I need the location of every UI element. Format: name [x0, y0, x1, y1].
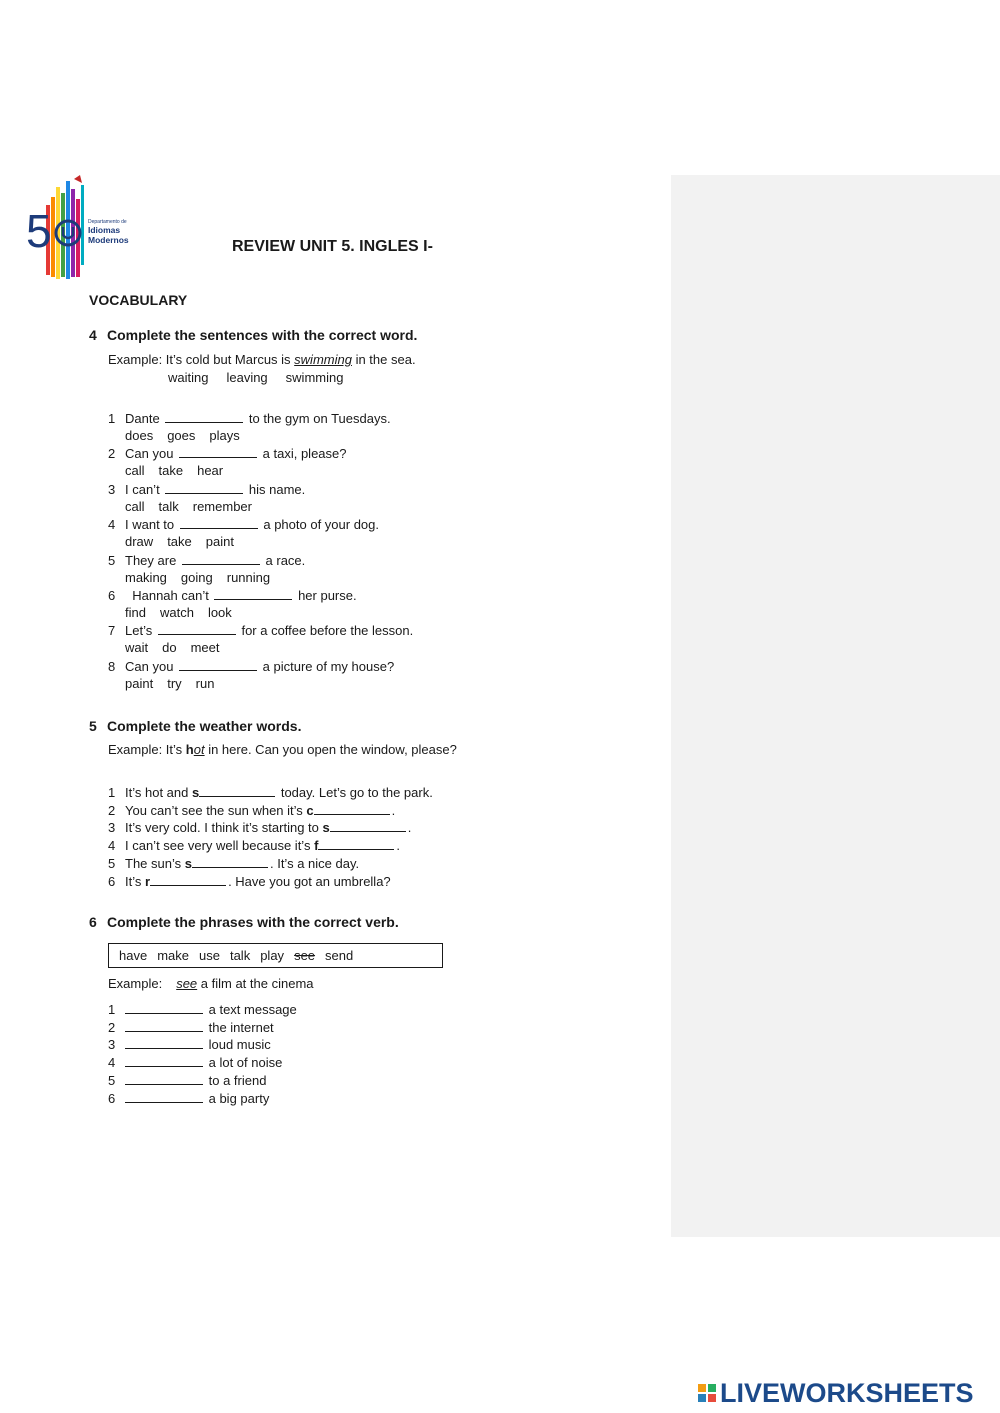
section-6-item — [108, 1001, 297, 1017]
option-word: draw — [125, 534, 154, 550]
word-box-word: send — [325, 948, 354, 963]
item-text-after: the internet — [205, 1019, 274, 1035]
item-text-after: to the gym on Tuesdays. — [245, 411, 391, 426]
section-6-item — [108, 1054, 282, 1070]
item-text-before: It’s hot and — [125, 785, 192, 800]
option-word: wait — [125, 640, 149, 656]
item-number: 5 — [108, 1072, 116, 1088]
section-4-item — [108, 658, 394, 674]
item-number: 6 — [108, 1090, 116, 1106]
item-number: 6 — [108, 588, 116, 603]
item-number: 3 — [108, 481, 116, 497]
item-text-after: a photo of your dog. — [259, 517, 380, 533]
answer-blank[interactable] — [330, 819, 406, 832]
item-text-after: . Have you got an umbrella? — [228, 873, 391, 889]
option-word: run — [195, 675, 215, 691]
option-word: running — [226, 569, 271, 585]
item-text-after: his name. — [245, 481, 306, 497]
answer-blank[interactable] — [125, 1036, 203, 1049]
page-title: REVIEW UNIT 5. INGLES I- — [232, 238, 433, 255]
section-6-title: 6 Complete the phrases with the correct verb. — [89, 914, 399, 930]
section-4-example: Example: It’s cold but Marcus is swimming in the sea. — [108, 352, 416, 367]
section-4-item — [108, 445, 347, 461]
answer-blank[interactable] — [125, 1054, 203, 1067]
answer-blank[interactable] — [314, 802, 390, 815]
option-word: paint — [125, 675, 154, 691]
section-4-item — [108, 481, 305, 497]
option-word: take — [158, 463, 184, 479]
section-5-item — [108, 873, 391, 889]
section-5-title: 5 Complete the weather words. — [89, 718, 302, 734]
section-5-item — [108, 784, 433, 800]
item-text-before: Can you — [125, 658, 178, 674]
section-4-item-options — [125, 570, 284, 585]
word-box-word: see — [294, 948, 316, 963]
liveworksheets-icon — [698, 1384, 716, 1402]
item-text-after: her purse. — [294, 588, 357, 603]
section-4-item-options — [125, 605, 246, 620]
section-5-example: Example: It’s hot in here. Can you open the window, please? — [108, 742, 457, 757]
side-panel — [671, 175, 1000, 1237]
section-6-item — [108, 1036, 271, 1052]
vocabulary-heading: VOCABULARY — [89, 292, 188, 308]
item-number: 4 — [108, 1055, 116, 1071]
answer-blank[interactable] — [179, 658, 257, 671]
item-text-before: It’s very cold. I think it’s starting to — [125, 820, 323, 836]
liveworksheets-logo — [698, 1378, 974, 1408]
item-text-after: . — [407, 820, 412, 836]
item-text-before: Dante — [125, 411, 164, 426]
option-word: take — [167, 534, 192, 550]
answer-blank[interactable] — [125, 1072, 203, 1085]
item-text-after: for a coffee before the lesson. — [237, 623, 414, 639]
option-word: talk — [158, 498, 179, 514]
option-word: paint — [205, 534, 234, 550]
item-number: 1 — [108, 1002, 116, 1017]
section-4-item — [108, 622, 413, 638]
word-box-word: talk — [229, 948, 251, 963]
answer-blank[interactable] — [165, 481, 243, 494]
item-text-after: a race. — [261, 552, 306, 568]
item-text-before: You can’t see the sun when it’s — [125, 802, 307, 818]
first-letter: f — [314, 838, 319, 854]
section-4-item — [108, 552, 305, 568]
section-4-example-options: waiting leaving swimming — [168, 370, 344, 385]
section-4-item-options — [125, 428, 254, 443]
option-word: call — [125, 498, 145, 514]
word-box — [108, 943, 443, 968]
answer-blank[interactable] — [214, 587, 292, 600]
item-text-after: . — [396, 838, 401, 854]
option-word: call — [125, 463, 145, 479]
item-text-before: Can you — [125, 446, 178, 462]
answer-blank[interactable] — [158, 622, 236, 635]
word-box-word: make — [157, 948, 189, 963]
item-number: 2 — [108, 446, 116, 462]
logo-text: Departamento de Idiomas Modernos — [88, 219, 129, 245]
item-text-before: Let’s — [125, 623, 156, 639]
section-6-item — [108, 1019, 274, 1035]
item-text-after: a text message — [205, 1002, 297, 1017]
section-5-item — [108, 855, 359, 871]
item-number: 3 — [108, 820, 116, 836]
item-number: 6 — [108, 873, 116, 889]
first-letter: s — [322, 820, 330, 836]
item-text-after: loud music — [205, 1037, 271, 1053]
section-6-example: Example: see a film at the cinema — [108, 976, 314, 991]
answer-blank[interactable] — [125, 1001, 203, 1014]
first-letter: s — [191, 785, 200, 800]
item-text-after: to a friend — [205, 1072, 267, 1088]
section-4-item — [108, 516, 379, 532]
section-5-item — [108, 819, 411, 835]
section-4-item — [108, 587, 357, 603]
item-text-before: I want to — [125, 517, 178, 533]
item-text-before: The sun’s — [125, 855, 185, 871]
word-box-word: play — [260, 948, 285, 963]
item-text-before: They are — [125, 552, 180, 568]
answer-blank[interactable] — [125, 1019, 203, 1032]
word-box-word: have — [119, 948, 148, 963]
option-word: do — [162, 640, 177, 656]
liveworksheets-wordmark: LIVEWORKSHEETS — [720, 1377, 974, 1408]
item-text-after: . — [391, 802, 396, 818]
section-4-item-options — [125, 499, 266, 514]
section-5-item — [108, 837, 400, 853]
option-word: remember — [192, 498, 252, 514]
section-4-item-options — [125, 640, 234, 655]
first-letter: r — [145, 873, 151, 889]
item-text-after: a picture of my house? — [259, 658, 395, 674]
word-box-words — [119, 948, 363, 963]
option-word: meet — [190, 640, 220, 656]
item-number: 2 — [108, 1019, 116, 1035]
item-text-after: . It’s a nice day. — [269, 855, 360, 871]
item-number: 4 — [108, 517, 116, 533]
item-number: 8 — [108, 658, 116, 674]
option-word: goes — [167, 428, 196, 443]
item-text-after: today. Let’s go to the park. — [277, 785, 433, 800]
answer-blank[interactable] — [182, 552, 260, 565]
section-4-title: 4 Complete the sentences with the correct word. — [89, 327, 418, 343]
option-word: hear — [197, 463, 224, 479]
option-word: look — [207, 605, 232, 620]
item-text-after: a big party — [205, 1090, 270, 1106]
option-word: does — [125, 428, 154, 443]
item-number: 2 — [108, 802, 116, 818]
answer-blank[interactable] — [165, 410, 243, 423]
answer-blank[interactable] — [199, 784, 275, 797]
section-6-item — [108, 1072, 266, 1088]
department-logo — [24, 175, 144, 285]
section-4-item-options — [125, 463, 237, 478]
option-word: find — [125, 605, 146, 620]
answer-blank[interactable] — [150, 873, 226, 886]
option-word: going — [180, 569, 213, 585]
item-number: 7 — [108, 623, 116, 639]
item-text-after: a lot of noise — [205, 1055, 283, 1071]
section-6-item — [108, 1090, 269, 1106]
option-word: making — [125, 569, 167, 585]
item-number: 4 — [108, 838, 116, 854]
option-word: plays — [209, 428, 240, 443]
first-letter: s — [184, 855, 192, 871]
section-4-item — [108, 410, 391, 426]
section-4-item-options — [125, 676, 228, 691]
item-number: 5 — [108, 855, 116, 871]
answer-blank[interactable] — [179, 445, 257, 458]
first-letter: c — [306, 802, 314, 818]
item-text-before: I can’t — [125, 481, 164, 497]
item-text-after: a taxi, please? — [259, 446, 347, 462]
item-text-before: I can’t see very well because it’s — [125, 838, 315, 854]
item-number: 1 — [108, 411, 116, 426]
item-number: 1 — [108, 785, 116, 800]
section-4-item-options — [125, 534, 248, 549]
option-word: try — [167, 675, 182, 691]
item-number: 5 — [108, 552, 116, 568]
item-text-before: It’s — [125, 873, 145, 889]
word-box-word: use — [199, 948, 220, 963]
answer-blank[interactable] — [125, 1090, 203, 1103]
answer-blank[interactable] — [192, 855, 268, 868]
item-text-before: Hannah can’t — [125, 588, 213, 603]
answer-blank[interactable] — [180, 516, 258, 529]
option-word: watch — [159, 605, 194, 620]
section-5-item — [108, 802, 395, 818]
answer-blank[interactable] — [318, 837, 394, 850]
item-number: 3 — [108, 1037, 116, 1053]
svg-text:5: 5 — [26, 205, 52, 257]
